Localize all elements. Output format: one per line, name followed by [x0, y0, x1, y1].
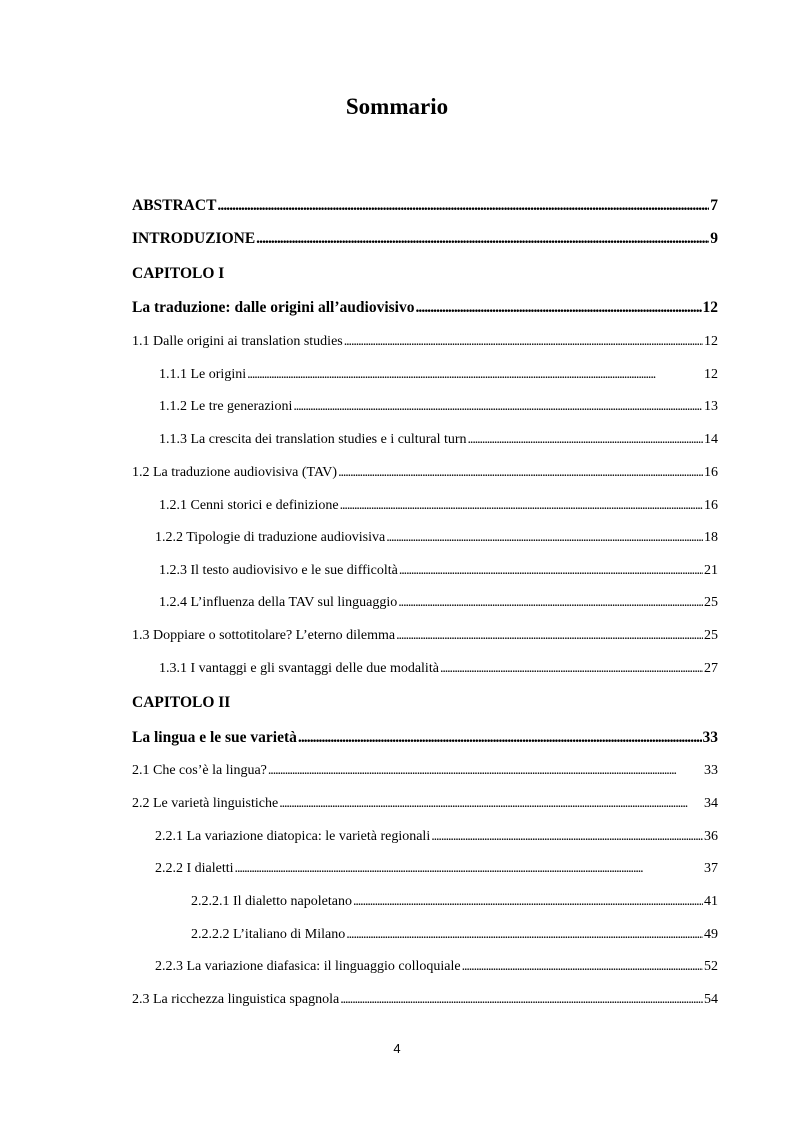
toc-entry-label: 2.1 Che cos’è la lingua? — [132, 763, 267, 778]
toc-entry-1-2[interactable] — [132, 464, 718, 482]
toc-entry-page: 37 — [704, 861, 718, 876]
dot-leader — [256, 230, 709, 248]
toc-entry-1-1[interactable] — [132, 333, 718, 351]
dot-leader — [399, 562, 703, 580]
toc-entry-1-2-4[interactable] — [159, 594, 718, 612]
toc-entry-label: 1.1.1 Le origini — [159, 367, 247, 382]
dot-leader — [340, 497, 703, 515]
toc-entry-page: 13 — [704, 399, 718, 414]
toc-entry-1-2-3[interactable] — [159, 562, 718, 580]
toc-entry-label: 2.2.2 I dialetti — [155, 861, 234, 876]
toc-entry-page: 54 — [704, 992, 718, 1007]
toc-entry-label: 1.2.2 Tipologie di traduzione audiovisiva — [155, 530, 386, 545]
toc-entry-label: 1.1 Dalle origini ai translation studies — [132, 334, 343, 349]
page-number: 4 — [393, 1041, 401, 1056]
dot-leader — [247, 366, 703, 384]
toc-entry-label: 1.2.3 Il testo audiovisivo e le sue difficoltà — [159, 563, 398, 578]
toc-entry-label: La lingua e le sue varietà — [132, 729, 297, 746]
toc-entry-label: 1.2.4 L’influenza della TAV sul linguaggio — [159, 595, 398, 610]
toc-entry-label: 2.2.2.1 Il dialetto napoletano — [191, 894, 352, 909]
toc-entry-2-2-1[interactable] — [155, 828, 718, 846]
toc-entry-abstract[interactable] — [132, 197, 718, 215]
toc-entry-1-1-2[interactable] — [159, 398, 718, 416]
dot-leader — [340, 991, 703, 1009]
dot-leader — [386, 529, 703, 547]
toc-entry-label: 2.2 Le varietà linguistiche — [132, 796, 279, 811]
toc-entry-2-2-3[interactable] — [155, 958, 718, 976]
toc-entry-page: 36 — [704, 829, 718, 844]
toc-entry-2-2-2-2[interactable] — [191, 926, 718, 944]
dot-leader — [298, 729, 702, 747]
toc-entry-label: INTRODUZIONE — [132, 230, 256, 247]
dot-leader — [217, 197, 709, 215]
toc-entry-label: 2.2.3 La variazione diafasica: il linguaggio colloquiale — [155, 959, 461, 974]
toc-entry-page: 14 — [704, 432, 718, 447]
toc-entry-2-2-2[interactable] — [155, 860, 718, 878]
toc-entry-page: 18 — [704, 530, 718, 545]
toc-entry-1-3[interactable] — [132, 627, 718, 645]
toc-entry-label: La traduzione: dalle origini all’audiovisivo — [132, 299, 415, 316]
toc-entry-1-1-1[interactable] — [159, 366, 718, 384]
toc-entry-page: 12 — [704, 334, 718, 349]
dot-leader — [415, 299, 701, 317]
dot-leader — [338, 464, 703, 482]
toc-entry-chapter-2-title[interactable] — [132, 729, 718, 747]
toc-entry-page: 52 — [704, 959, 718, 974]
chapter-heading-1: CAPITOLO I — [132, 265, 225, 282]
toc-entry-2-2[interactable] — [132, 795, 718, 813]
toc-entry-label: 1.3.1 I vantaggi e gli svantaggi delle due modalità — [159, 661, 439, 676]
dot-leader — [396, 627, 703, 645]
toc-entry-1-2-1[interactable] — [159, 497, 718, 515]
toc-entry-1-1-3[interactable] — [159, 431, 718, 449]
toc-entry-page: 27 — [704, 661, 718, 676]
toc-entry-label: 1.1.3 La crescita dei translation studies e i cultural turn — [159, 432, 467, 447]
toc-entry-page: 34 — [704, 796, 718, 811]
toc-entry-page: 49 — [704, 927, 718, 942]
dot-leader — [235, 860, 703, 878]
toc-entry-label: 1.3 Doppiare o sottotitolare? L’eterno dilemma — [132, 628, 396, 643]
toc-entry-page: 33 — [704, 763, 718, 778]
toc-entry-page: 16 — [704, 465, 718, 480]
toc-entry-1-2-2[interactable] — [155, 529, 718, 547]
toc-entry-label: 2.2.1 La variazione diatopica: le varietà regionali — [155, 829, 431, 844]
toc-entry-1-3-1[interactable] — [159, 660, 718, 678]
toc-entry-page: 9 — [710, 230, 718, 247]
toc-entry-label: 1.1.2 Le tre generazioni — [159, 399, 293, 414]
page-title: Sommario — [345, 94, 449, 119]
toc-entry-label: 1.2 La traduzione audiovisiva (TAV) — [132, 465, 338, 480]
toc-entry-label: 2.3 La ricchezza linguistica spagnola — [132, 992, 340, 1007]
dot-leader — [462, 958, 703, 976]
toc-entry-chapter-1-title[interactable] — [132, 299, 718, 317]
toc-entry-page: 25 — [704, 628, 718, 643]
toc-entry-2-1[interactable] — [132, 762, 718, 780]
dot-leader — [398, 594, 703, 612]
dot-leader — [344, 333, 703, 351]
toc-entry-page: 12 — [704, 367, 718, 382]
toc-entry-2-3[interactable] — [132, 991, 718, 1009]
chapter-heading-2: CAPITOLO II — [132, 694, 231, 711]
toc-entry-2-2-2-1[interactable] — [191, 893, 718, 911]
toc-entry-page: 41 — [704, 894, 718, 909]
toc-entry-page: 12 — [702, 299, 718, 316]
toc-entry-page: 7 — [710, 197, 718, 214]
dot-leader — [268, 762, 703, 780]
toc-entry-page: 21 — [704, 563, 718, 578]
toc-entry-introduzione[interactable] — [132, 230, 718, 248]
toc-entry-page: 25 — [704, 595, 718, 610]
toc-entry-label: ABSTRACT — [132, 197, 217, 214]
dot-leader — [353, 893, 703, 911]
dot-leader — [431, 828, 703, 846]
dot-leader — [440, 660, 703, 678]
toc-entry-page: 16 — [704, 498, 718, 513]
toc-entry-label: 2.2.2.2 L’italiano di Milano — [191, 927, 346, 942]
toc-entry-label: 1.2.1 Cenni storici e definizione — [159, 498, 339, 513]
dot-leader — [468, 431, 703, 449]
dot-leader — [346, 926, 703, 944]
dot-leader — [293, 398, 703, 416]
dot-leader — [279, 795, 703, 813]
toc-entry-page: 33 — [702, 729, 718, 746]
